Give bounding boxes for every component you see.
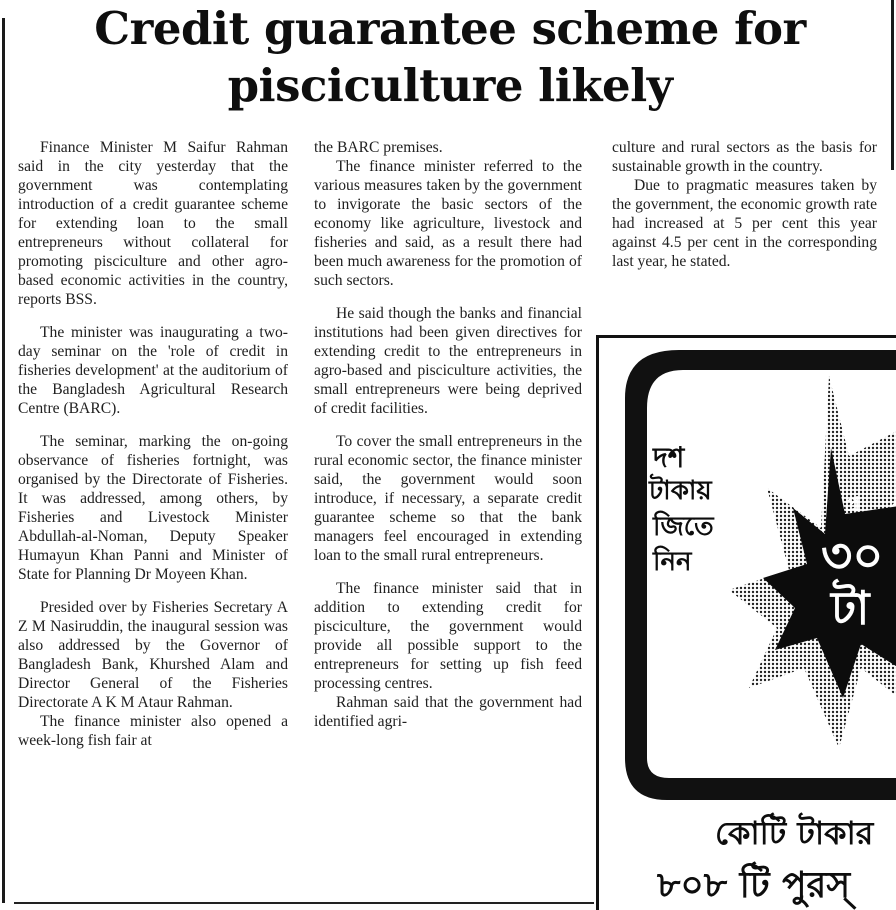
ad-prize-line-1: কোটি টাকার [715,814,874,852]
lottery-advertisement [596,335,896,910]
paragraph: Finance Minister M Saifur Rahman said in the city yesterday that the government was contemplating introduction of a credit guarantee scheme for extending loan to the small entrepreneurs without collateral for promoting pisciculture and other agro-based economic activities in the country, reports BSS. [18,139,288,308]
paragraph-continued: the BARC premises. [314,139,443,156]
article-column-2 [314,138,582,731]
ad-star-text-1: প্র [845,492,860,516]
bottom-rule [14,902,594,904]
article-headline [10,0,890,114]
paragraph: The finance minister said that in addition to extending credit for pisciculture, the government would provide all possible support to the entrepreneurs for setting up fish feed processing centres. [314,580,582,692]
ad-star-number: ৩০ [821,528,884,584]
page-left-rule [2,18,5,903]
paragraph: The finance minister also opened a week-long fish fair at [18,713,288,749]
headline-line-1: Credit guarantee scheme for [94,2,806,55]
ad-prize-line-2: ৮০৮ টি পুরস্ [657,865,851,906]
ad-word-4: নিন [653,547,692,577]
article-column-1 [18,138,288,750]
paragraph: Due to pragmatic measures taken by the government, the economic growth rate had increased at 5 per cent this year against 4.5 per cent in the corresponding last year, he stated. [612,177,877,270]
page-right-rule [891,0,894,170]
paragraph: Rahman said that the government had identified agri- [314,694,582,730]
ad-star-text-2: টা [831,581,870,635]
headline-line-2: pisciculture likely [227,59,673,112]
paragraph: The seminar, marking the on-going observance of fisheries fortnight, was organised by the Directorate of Fisheries. It was addressed, among others, by Fisheries and Livestock Minister Abdullah-al-Noman, Deputy Speaker Humayun Khan Panni and Minister of State for Planning Dr Moyeen Khan. [18,433,288,583]
ad-word-3: জিতে [653,512,714,542]
paragraph-continued: culture and rural sectors as the basis for sustainable growth in the country. [612,139,877,175]
paragraph: The finance minister referred to the various measures taken by the government to invigorate the basic sectors of the economy like agriculture, livestock and fisheries and said, as a result there had been much awareness for the promotion of such sectors. [314,158,582,289]
ad-word-2: টাকায় [649,476,712,506]
paragraph: To cover the small entrepreneurs in the rural economic sector, the finance minister said, the government would soon introduce, if necessary, a separate credit guarantee scheme so that the bank managers feel encouraged in extending loan to the small rural entrepreneurs. [314,433,582,564]
paragraph: He said though the banks and financial institutions had been given directives for extending credit to the entrepreneurs in agro-based and pisciculture activities, the small entrepreneurs were being deprived of credit facilities. [314,305,582,417]
article-column-3 [612,138,877,271]
paragraph: The minister was inaugurating a two-day seminar on the 'role of credit in fisheries development' at the auditorium of the Bangladesh Agricultural Research Centre (BARC). [18,324,288,417]
paragraph: Presided over by Fisheries Secretary A Z M Nasiruddin, the inaugural session was also addressed by the Governor of Bangladesh Bank, Khurshed Alam and Director General of the Fisheries Directorate A K M Ataur Rahman. [18,599,288,711]
ad-word-1: দশ [653,441,685,474]
